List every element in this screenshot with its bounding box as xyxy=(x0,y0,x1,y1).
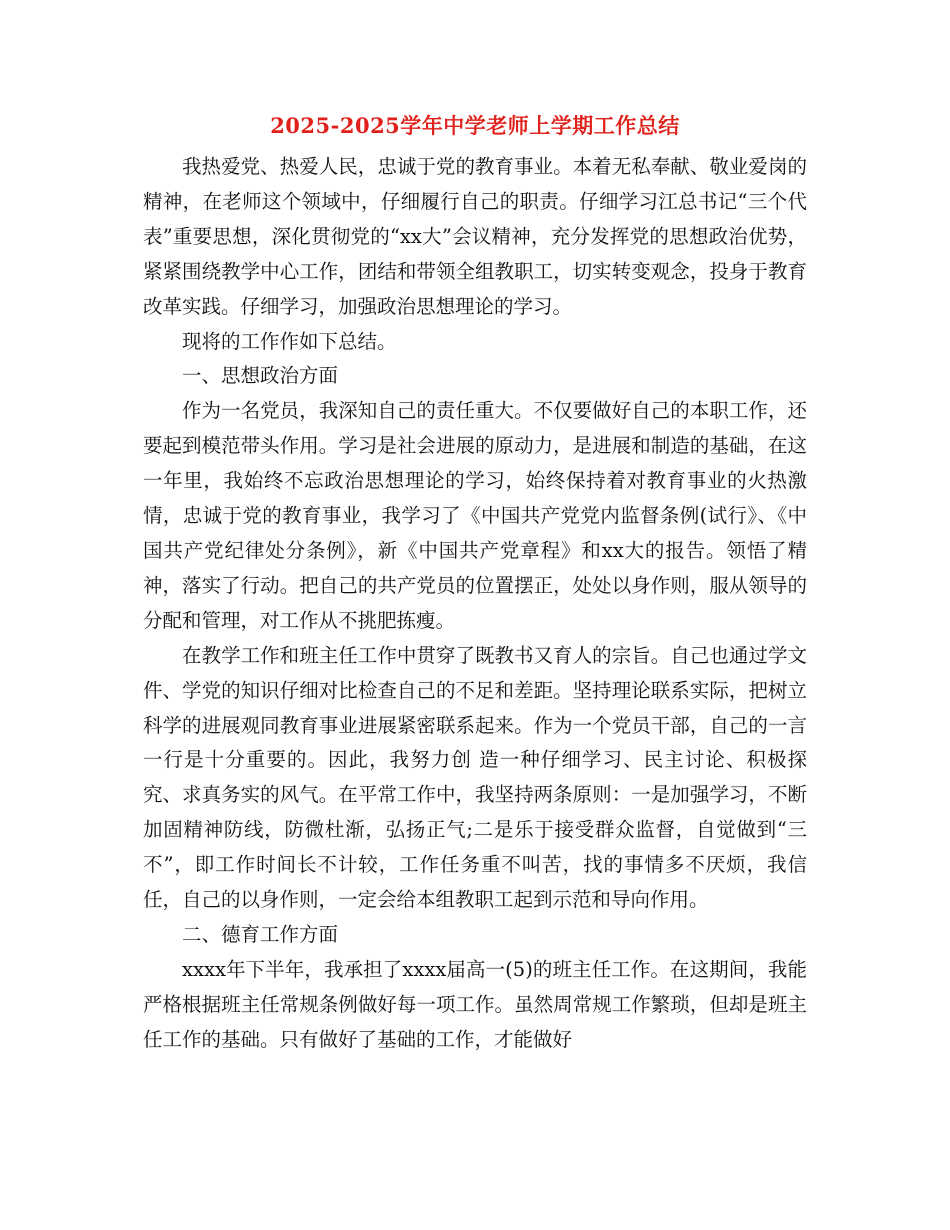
section-heading-political: 一、思想政治方面 xyxy=(182,364,339,388)
paragraph-moral: xxxx年下半年，我承担了xxxx届高一(5)的班主任工作。在这期间，我能严格根据班主任常规条例做好每一项工作。虽然周常规工作繁琐，但却是班主任工作的基础。只有做好了基础的工作，才能做好 xyxy=(143,957,807,1051)
paragraph-teaching: 在教学工作和班主任工作中贯穿了既教书又育人的宗旨。自己也通过学文件、学党的知识仔细对比检查自己的不足和差距。坚持理论联系实际，把树立科学的进展观同教育事业进展紧密联系起来。作为一个党员干部，自己的一言一行是十分重要的。因此，我努力创 造一种仔细学习、民主讨论、积极探究、求真务实的风气。在平常工作中，我坚持两条原则：一是加强学习，不断加固精神防线，防微杜渐，弘扬正气;二是乐于接受群众监督，自觉做到“三不”，即工作时间长不计较，工作任务重不叫苦，找的事情多不厌烦，我信任，自己的以身作则，一定会给本组教职工起到示范和导向作用。 xyxy=(143,643,807,912)
document-body xyxy=(143,150,807,1058)
paragraph-intro: 我热爱党、热爱人民，忠诚于党的教育事业。本着无私奉献、敬业爱岗的精神，在老师这个领域中，仔细履行自己的职责。仔细学习江总书记“三个代表”重要思想，深化贯彻党的“xx大”会议精神，充分发挥党的思想政治优势，紧紧围绕教学中心工作，团结和带领全组教职工，切实转变观念，投身于教育改革实践。仔细学习，加强政治思想理论的学习。 xyxy=(143,155,807,318)
section-heading-moral: 二、德育工作方面 xyxy=(182,922,339,946)
paragraph-summary-lead: 现将的工作作如下总结。 xyxy=(182,329,397,353)
document-title: 2025-2025学年中学老师上学期工作总结 xyxy=(270,113,680,138)
paragraph-political: 作为一名党员，我深知自己的责任重大。不仅要做好自己的本职工作，还要起到模范带头作用。学习是社会进展的原动力，是进展和制造的基础，在这一年里，我始终不忘政治思想理论的学习，始终保持着对教育事业的火热激情，忠诚于党的教育事业，我学习了《中国共产党党内监督条例(试行》、《中国共产党纪律处分条例》，新《中国共产党章程》和xx大的报告。领悟了精神，落实了行动。把自己的共产党员的位置摆正，处处以身作则，服从领导的分配和管理，对工作从不挑肥拣瘦。 xyxy=(143,399,807,632)
